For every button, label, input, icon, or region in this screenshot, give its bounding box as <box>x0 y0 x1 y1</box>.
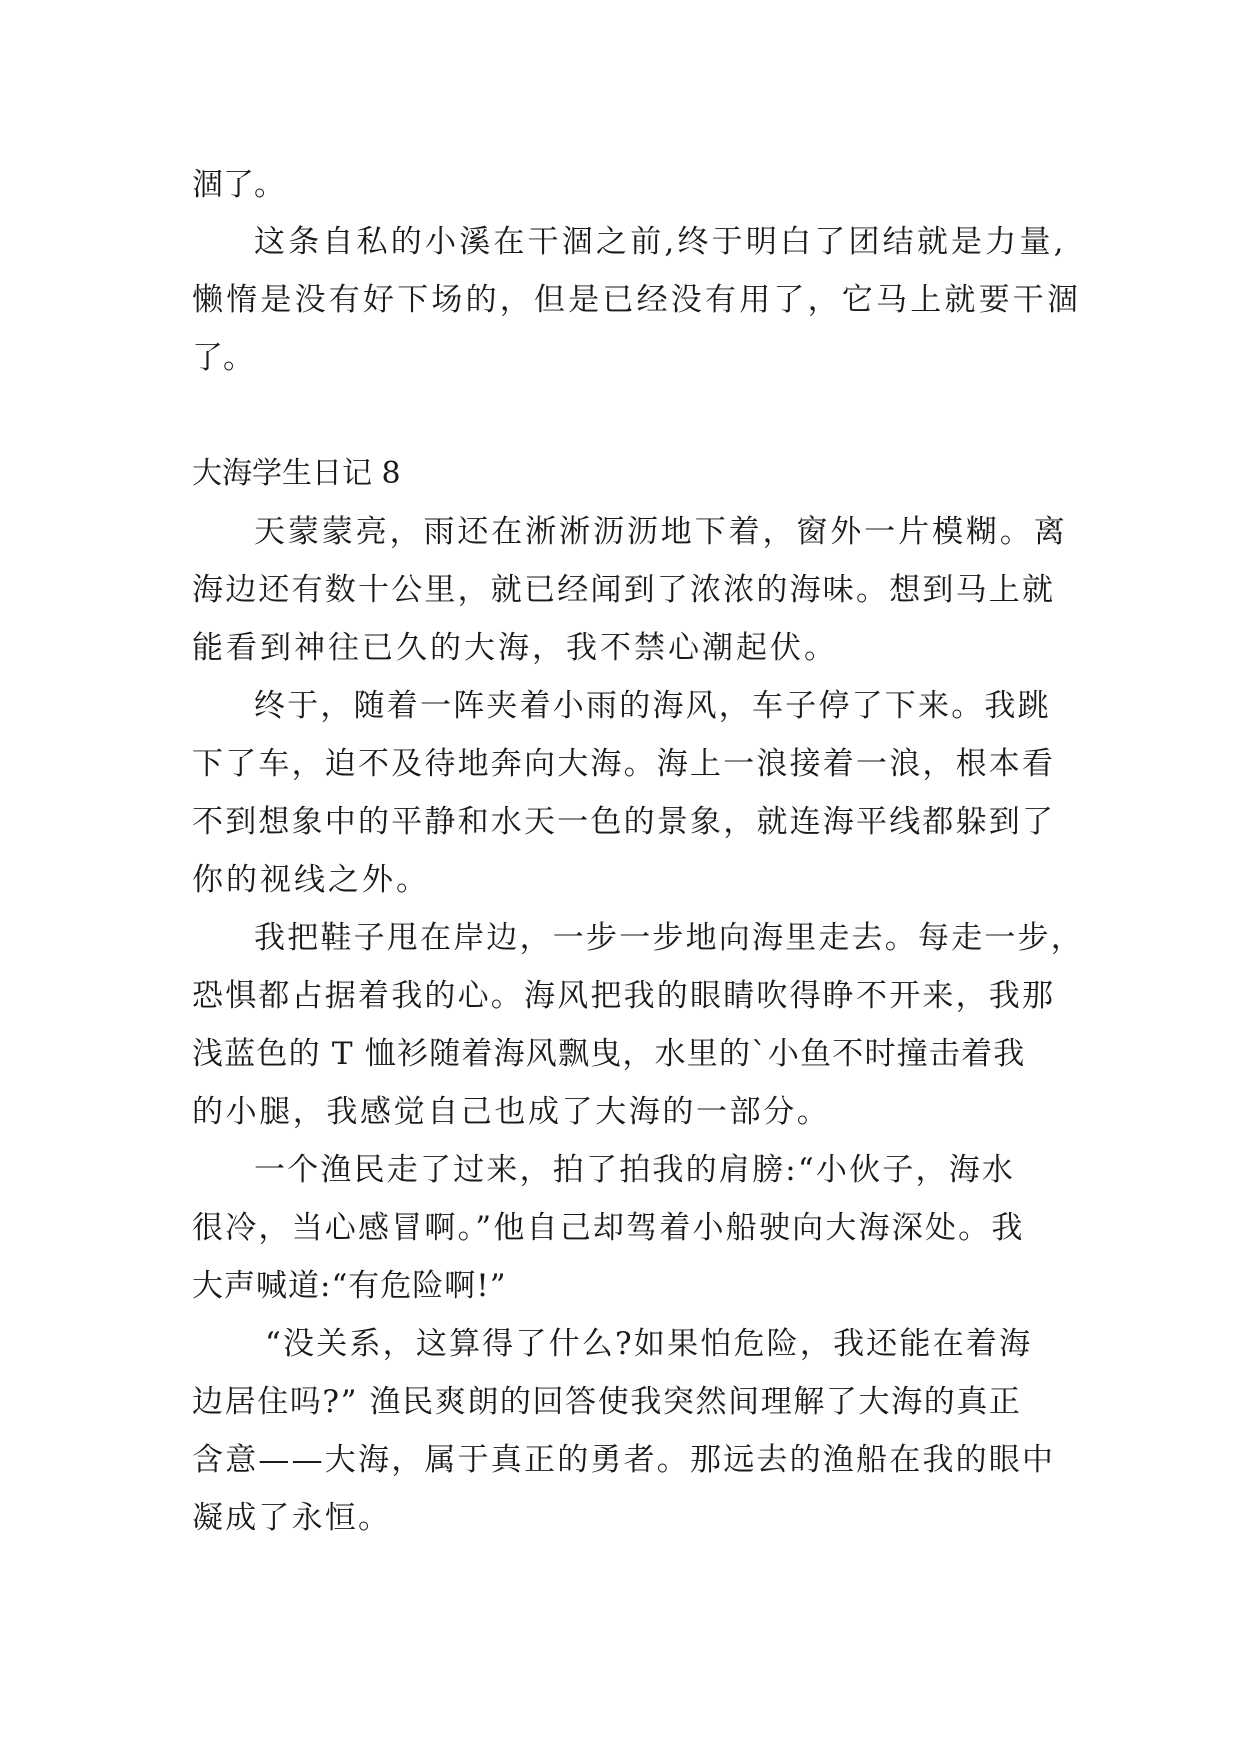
paragraph-line: 我把鞋子甩在岸边，一步一步地向海里走去。每走一步， <box>254 920 1084 956</box>
paragraph-line: 边居住吗?” 渔民爽朗的回答使我突然间理解了大海的真正 <box>192 1384 1022 1420</box>
paragraph-line: 一个渔民走了过来，拍了拍我的肩膀:“小伙子，海水 <box>254 1152 1016 1188</box>
paragraph-line: 涸了。 <box>192 167 285 203</box>
paragraph-line: 很冷，当心感冒啊。”他自己却驾着小船驶向大海深处。我 <box>192 1210 1025 1246</box>
paragraph-line: 天蒙蒙亮，雨还在淅淅沥沥地下着，窗外一片模糊。离 <box>254 514 1068 550</box>
paragraph-line: 大声喊道:“有危险啊!” <box>192 1268 507 1304</box>
paragraph-line: 的小腿，我感觉自己也成了大海的一部分。 <box>192 1094 831 1130</box>
paragraph-line: 恐惧都占据着我的心。海风把我的眼睛吹得睁不开来，我那 <box>192 978 1056 1014</box>
paragraph-line: “没关系，这算得了什么?如果怕危险，我还能在着海 <box>265 1326 1033 1362</box>
paragraph-line: 终于，随着一阵夹着小雨的海风，车子停了下来。我跳 <box>254 688 1051 724</box>
paragraph-line: 不到想象中的平静和水天一色的景象，就连海平线都躲到了 <box>192 804 1056 840</box>
paragraph-line: 海边还有数十公里，就已经闻到了浓浓的海味。想到马上就 <box>192 572 1056 608</box>
paragraph-line: 你的视线之外。 <box>192 862 430 898</box>
paragraph-line: 凝成了永恒。 <box>192 1500 392 1536</box>
paragraph-line: 浅蓝色的 T 恤衫随着海风飘曳，水里的`小鱼不时撞击着我 <box>192 1036 1026 1072</box>
section-title: 大海学生日记 8 <box>192 456 401 491</box>
paragraph-line: 这条自私的小溪在干涸之前,终于明白了团结就是力量, <box>254 224 1067 260</box>
paragraph-line: 了。 <box>192 340 254 376</box>
paragraph-line: 能看到神往已久的大海，我不禁心潮起伏。 <box>192 630 838 666</box>
paragraph-line: 下了车，迫不及待地奔向大海。海上一浪接着一浪，根本看 <box>192 746 1056 782</box>
paragraph-line: 含意——大海，属于真正的勇者。那远去的渔船在我的眼中 <box>192 1442 1056 1478</box>
paragraph-line: 懒惰是没有好下场的，但是已经没有用了，它马上就要干涸 <box>192 282 1082 318</box>
